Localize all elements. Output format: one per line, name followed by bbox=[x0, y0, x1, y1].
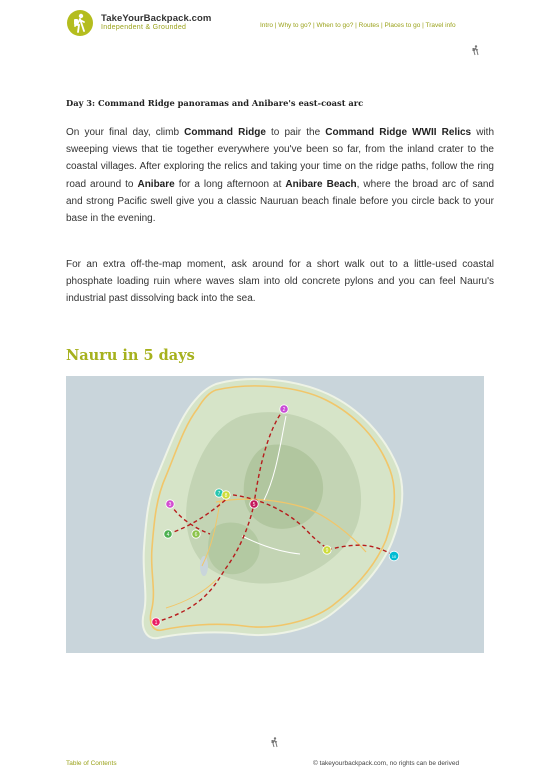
map-canvas bbox=[66, 376, 484, 653]
brand-tagline: Independent & Grounded bbox=[101, 24, 187, 31]
text-run: On your final day, climb bbox=[66, 127, 185, 138]
map-marker-8[interactable] bbox=[222, 491, 230, 499]
map-marker-label: 1 bbox=[154, 619, 158, 626]
link-anibare[interactable]: Anibare bbox=[137, 178, 175, 190]
text-run: for a long afternoon at bbox=[174, 178, 286, 190]
link-command-ridge[interactable]: Command Ridge bbox=[184, 127, 266, 138]
map-marker-5[interactable] bbox=[250, 500, 258, 508]
map-marker-3[interactable] bbox=[166, 500, 174, 508]
map-marker-label: 2 bbox=[282, 406, 286, 413]
map-marker-1[interactable] bbox=[152, 618, 160, 626]
map-marker-label: 7 bbox=[217, 490, 221, 497]
table-of-contents-link[interactable]: Table of Contents bbox=[66, 760, 117, 767]
day-heading: Day 3: Command Ridge panoramas and Anibare's east-coast arc bbox=[66, 98, 364, 108]
map-marker-label: 9 bbox=[325, 547, 329, 554]
map-marker-6[interactable] bbox=[192, 530, 200, 538]
map-marker-label: 10 bbox=[391, 553, 397, 559]
text-run: with sweeping views that tie together everywhere you've been so far, from the inland crater to the coastal villages. After exploring the relics and taking your time on the ridge paths, follow the ring road around to bbox=[66, 127, 495, 190]
map-marker-label: 8 bbox=[224, 492, 228, 499]
map-marker-label: 4 bbox=[166, 531, 170, 538]
copyright-notice: © takeyourbackpack.com, no rights can be derived bbox=[313, 760, 460, 767]
map-marker-label: 6 bbox=[194, 531, 198, 538]
text-run: to pair the bbox=[265, 127, 326, 138]
link-command-ridge-relics[interactable]: Command Ridge WWII Relics bbox=[325, 127, 472, 138]
map-marker-2[interactable] bbox=[280, 405, 288, 413]
map-marker-label: 5 bbox=[252, 501, 256, 508]
map-heading: Nauru in 5 days bbox=[66, 347, 195, 364]
map-marker-9[interactable] bbox=[323, 546, 331, 554]
top-navigation[interactable]: Intro | Why to go? | When to go? | Routes | Places to go | Travel info bbox=[260, 22, 456, 29]
hiker-icon bbox=[471, 45, 480, 56]
logo-hiker-icon[interactable] bbox=[67, 10, 93, 36]
page-header bbox=[0, 0, 550, 48]
map-marker-4[interactable] bbox=[164, 530, 172, 538]
link-anibare-beach[interactable]: Anibare Beach bbox=[285, 178, 357, 190]
hiker-icon-footer bbox=[270, 737, 279, 748]
map-marker-10[interactable] bbox=[389, 551, 399, 561]
text-run: , where the broad arc of sand and strong Pacific swell give you a classic Nauruan beach finale before you circle back to your base in the evening. bbox=[66, 178, 495, 225]
brand-name[interactable]: TakeYourBackpack.com bbox=[101, 13, 212, 24]
route-map[interactable] bbox=[66, 376, 484, 653]
extra-tip-paragraph: For an extra off-the-map moment, ask around for a short walk out to a little-used coastal phosphate loading ruin where waves slam into old concrete pylons and you can feel Nauru's industrial past dissolving back into the sea. bbox=[66, 259, 494, 305]
map-marker-label: 3 bbox=[168, 501, 172, 508]
day-description bbox=[66, 124, 494, 227]
